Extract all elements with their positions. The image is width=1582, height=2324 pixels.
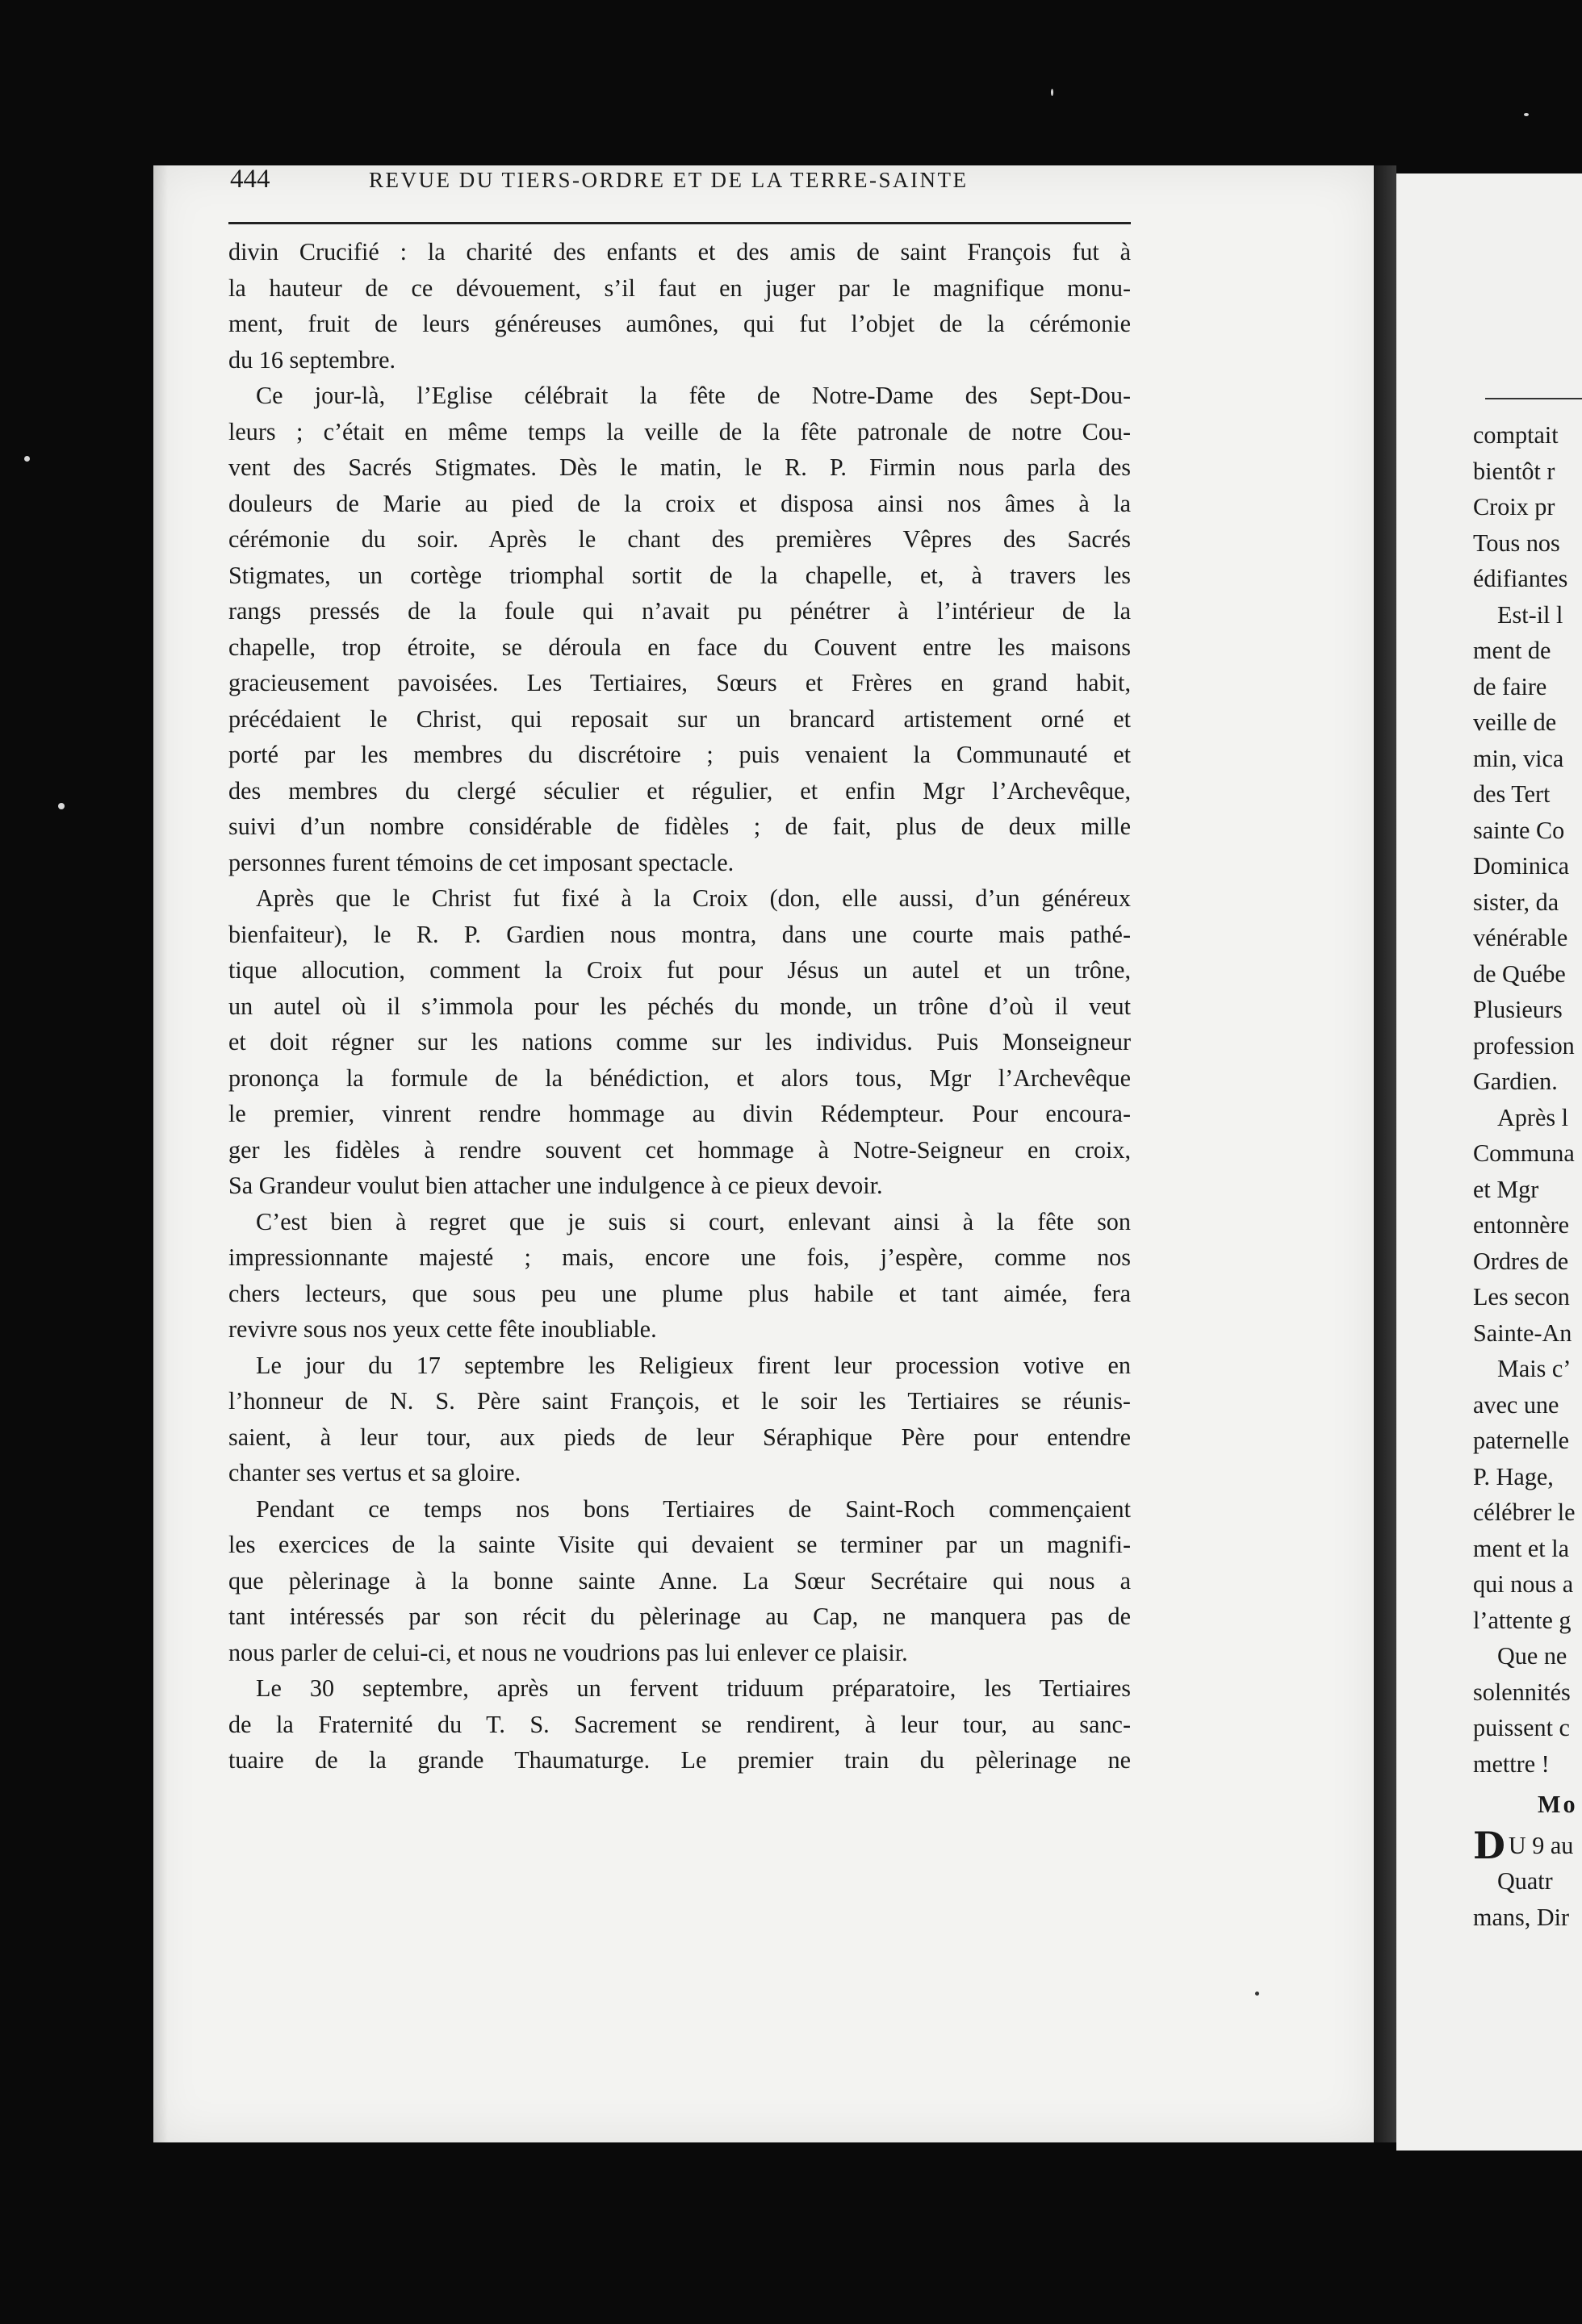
- cropped-text-line: comptait: [1473, 421, 1559, 449]
- page-number: 444: [230, 165, 270, 194]
- cropped-text-line: Quatr: [1497, 1867, 1553, 1895]
- text-line: que pèlerinage à la bonne sainte Anne. La Sœur Secrétaire qui nous a: [228, 1566, 1131, 1595]
- cropped-text-line: Croix pr: [1473, 493, 1555, 520]
- text-line: ger les fidèles à rendre souvent cet hommage à Notre-Seigneur en croix,: [228, 1135, 1131, 1164]
- text-line: vent des Sacrés Stigmates. Dès le matin, le R. P. Firmin nous parla des: [228, 454, 1131, 481]
- text-line: et doit régner sur les nations comme sur les individus. Puis Monseigneur: [228, 1028, 1131, 1055]
- text-line: leurs ; c’était en même temps la veille de la fête patronale de notre Cou-: [228, 417, 1131, 445]
- paragraph: [228, 1670, 1131, 1779]
- cropped-text-line: Les secon: [1473, 1283, 1570, 1310]
- running-head: [230, 165, 1134, 205]
- text-line: personnes furent témoins de cet imposant spectacle.: [228, 848, 734, 876]
- cropped-text-line: vénérable: [1473, 924, 1568, 951]
- cropped-text-line: Communa: [1473, 1139, 1575, 1167]
- text-line: cérémonie du soir. Après le chant des premières Vêpres des Sacrés: [228, 525, 1131, 553]
- dust-speck: [1524, 113, 1529, 116]
- text-line: Pendant ce temps nos bons Tertiaires de Saint-Roch commençaient: [256, 1494, 1131, 1523]
- dropcap-line: [1473, 1823, 1582, 1867]
- text-line: tant intéressés par son récit du pèlerinage au Cap, ne manquera pas de: [228, 1603, 1131, 1630]
- cropped-text-line: mans, Dir: [1473, 1903, 1570, 1931]
- cropped-text-line: puissent c: [1473, 1714, 1570, 1741]
- section-heading: Mo: [1538, 1791, 1578, 1818]
- cropped-text-line: édifiantes: [1473, 565, 1568, 592]
- right-header-rule: [1485, 398, 1582, 399]
- text-line: suivi d’un nombre considérable de fidèles ; de fait, plus de deux mille: [228, 813, 1131, 840]
- cropped-text-line: solennités: [1473, 1678, 1571, 1706]
- text-line: impressionnante majesté ; mais, encore une fois, j’espère, comme nos: [228, 1244, 1131, 1271]
- text-line: tique allocution, comment la Croix fut pour Jésus un autel et un trône,: [228, 956, 1131, 984]
- cropped-text-line: sister, da: [1473, 888, 1559, 916]
- text-line: divin Crucifié : la charité des enfants et des amis de saint François fut à: [228, 238, 1131, 265]
- cropped-text-line: Plusieurs: [1473, 996, 1563, 1023]
- cropped-text-line: U 9 au: [1508, 1831, 1574, 1859]
- text-line: C’est bien à regret que je suis si court, enlevant ainsi à la fête son: [256, 1207, 1131, 1235]
- book-gutter: [1374, 165, 1396, 2142]
- cropped-text-line: entonnère: [1473, 1211, 1570, 1239]
- cropped-text-line: avec une: [1473, 1390, 1559, 1419]
- cropped-text-line: veille de: [1473, 708, 1557, 736]
- text-line: la hauteur de ce dévouement, s’il faut en juger par le magnifique monu-: [228, 274, 1131, 302]
- text-line: des membres du clergé séculier et régulier, et enfin Mgr l’Archevêque,: [228, 776, 1131, 805]
- cropped-text-line: Après l: [1497, 1103, 1569, 1131]
- cropped-text-line: ment et la: [1473, 1534, 1570, 1562]
- text-line: porté par les membres du discrétoire ; puis venaient la Communauté et: [228, 741, 1131, 768]
- text-line: chers lecteurs, que sous peu une plume plus habile et tant aimée, fera: [228, 1279, 1131, 1307]
- dust-speck: [58, 803, 65, 809]
- text-line: les exercices de la sainte Visite qui devaient se terminer par un magnifi-: [228, 1531, 1131, 1558]
- cropped-text-line: min, vica: [1473, 744, 1564, 772]
- paragraph: [228, 1204, 1131, 1348]
- cropped-text-line: mettre !: [1473, 1749, 1550, 1778]
- cropped-text-line: sainte Co: [1473, 816, 1565, 844]
- cropped-text-line: Gardien.: [1473, 1068, 1558, 1095]
- text-line: prononça la formule de la bénédiction, et alors tous, Mgr l’Archevêque: [228, 1064, 1131, 1092]
- right-page: [1396, 173, 1582, 2151]
- cropped-text-line: ment de: [1473, 637, 1551, 664]
- right-page-body: [1473, 417, 1582, 1935]
- text-line: tuaire de la grande Thaumaturge. Le premier train du pèlerinage ne: [228, 1746, 1131, 1774]
- text-line: douleurs de Marie au pied de la croix et disposa ainsi nos âmes à la: [228, 489, 1131, 517]
- cropped-text-line: Ordres de: [1473, 1247, 1569, 1275]
- text-line: Après que le Christ fut fixé à la Croix (don, elle aussi, d’un généreux: [256, 884, 1131, 912]
- text-line: gracieusement pavoisées. Les Tertiaires, Sœurs et Frères en grand habit,: [228, 669, 1131, 696]
- cropped-text-line: des Tert: [1473, 780, 1551, 808]
- text-line: revivre sous nos yeux cette fête inoubliable.: [228, 1315, 657, 1343]
- cropped-text-line: Tous nos: [1473, 529, 1560, 557]
- paragraph: [228, 880, 1131, 1204]
- paragraph: [228, 1348, 1131, 1491]
- text-line: ment, fruit de leurs généreuses aumônes, qui fut l’objet de la cérémonie: [228, 310, 1131, 337]
- paragraph: [228, 234, 1131, 378]
- cropped-text-line: et Mgr: [1473, 1175, 1539, 1203]
- cropped-text-line: célébrer le: [1473, 1498, 1576, 1526]
- cropped-text-line: l’attente g: [1473, 1606, 1572, 1634]
- text-line: Ce jour-là, l’Eglise célébrait la fête de Notre-Dame des Sept-Dou-: [256, 382, 1131, 409]
- running-title: REVUE DU TIERS-ORDRE ET DE LA TERRE-SAINTE: [369, 168, 969, 192]
- dust-speck: [1051, 89, 1053, 96]
- text-line: chapelle, trop étroite, se déroula en face du Couvent entre les maisons: [228, 633, 1131, 661]
- cropped-text-line: profession: [1473, 1031, 1575, 1060]
- paragraph: [228, 1491, 1131, 1671]
- header-rule: [228, 222, 1131, 224]
- cropped-text-line: de faire: [1473, 672, 1547, 700]
- paragraph: [228, 378, 1131, 880]
- left-page-body: [228, 234, 1131, 1779]
- text-line: le premier, vinrent rendre hommage au divin Rédempteur. Pour encoura-: [228, 1100, 1131, 1127]
- text-line: Le 30 septembre, après un fervent triduum préparatoire, les Tertiaires: [256, 1674, 1131, 1702]
- cropped-text-line: paternelle: [1473, 1427, 1569, 1454]
- text-line: chanter ses vertus et sa gloire.: [228, 1459, 521, 1486]
- text-line: un autel où il s’immola pour les péchés du monde, un trône d’où il veut: [228, 992, 1131, 1020]
- text-line: l’honneur de N. S. Père saint François, et le soir les Tertiaires se réunis-: [228, 1387, 1131, 1415]
- text-line: Stigmates, un cortège triomphal sortit de la chapelle, et, à travers les: [228, 561, 1131, 589]
- cropped-text-line: Sainte-An: [1473, 1319, 1572, 1347]
- text-line: bienfaiteur), le R. P. Gardien nous montra, dans une courte mais pathé-: [228, 920, 1131, 948]
- cropped-text-line: qui nous a: [1473, 1570, 1574, 1598]
- cropped-text-line: Dominica: [1473, 852, 1570, 880]
- cropped-text-line: Mais c’: [1497, 1355, 1572, 1382]
- text-line: rangs pressés de la foule qui n’avait pu pénétrer à l’intérieur de la: [228, 597, 1131, 625]
- dropcap-letter: D: [1473, 1823, 1505, 1867]
- text-line: saient, à leur tour, aux pieds de leur Séraphique Père pour entendre: [228, 1423, 1131, 1451]
- cropped-text-line: de Québe: [1473, 959, 1566, 988]
- text-line: Sa Grandeur voulut bien attacher une indulgence à ce pieux devoir.: [228, 1172, 883, 1199]
- text-line: précédaient le Christ, qui reposait sur un brancard artistement orné et: [228, 704, 1131, 733]
- cropped-text-line: Est-il l: [1497, 600, 1563, 629]
- text-line: du 16 septembre.: [228, 345, 396, 374]
- ink-spot: [1255, 1992, 1259, 1996]
- cropped-text-line: P. Hage,: [1473, 1462, 1554, 1490]
- cropped-text-line: bientôt r: [1473, 457, 1555, 485]
- text-line: Le jour du 17 septembre les Religieux firent leur procession votive en: [256, 1351, 1131, 1379]
- text-line: de la Fraternité du T. S. Sacrement se rendirent, à leur tour, au sanc-: [228, 1710, 1131, 1738]
- cropped-text-line: Que ne: [1497, 1642, 1567, 1670]
- text-line: nous parler de celui-ci, et nous ne voudrions pas lui enlever ce plaisir.: [228, 1638, 908, 1666]
- dust-speck: [24, 456, 30, 462]
